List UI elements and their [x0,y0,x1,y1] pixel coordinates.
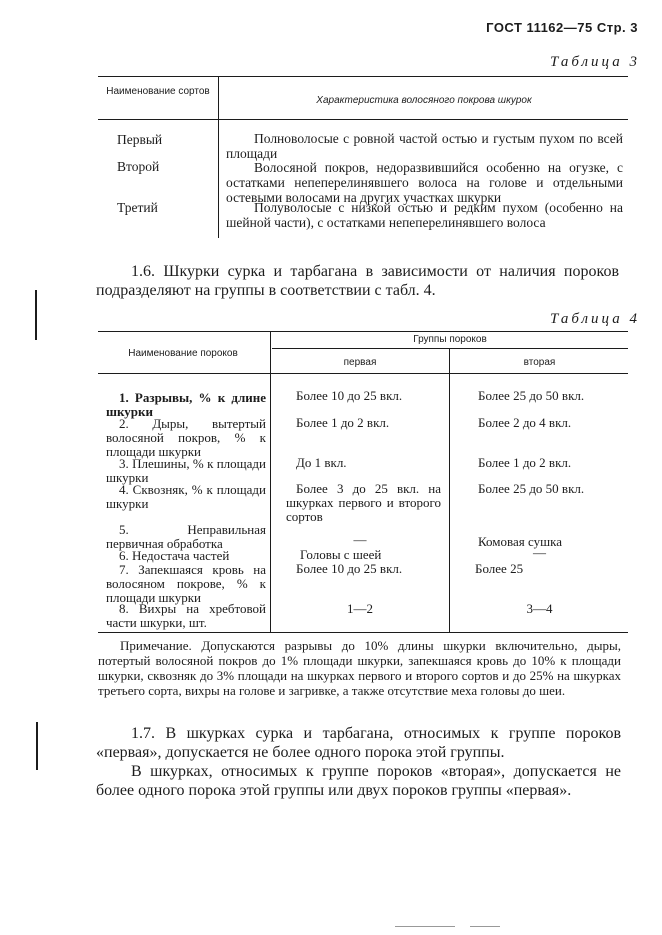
scan-artifact [470,926,500,927]
table4-column-rule [270,331,271,632]
paragraph-1-6: 1.6. Шкурки сурка и тарбагана в зависимости от наличия пороков подразделяют на группы в соответствии с табл. 4. [96,263,619,299]
table4-sub2-header: вторая [523,357,556,368]
table4-sub1-header: первая [343,357,377,368]
table4-bottom-rule [98,632,628,633]
table4-header-rule [98,373,628,374]
table4-row3-g2: Более 1 до 2 вкл. [478,455,572,470]
table4-group-header: Группы пороков [413,334,487,345]
table3-header-rule [98,119,628,120]
table4-row6-g1: Головы с шеей [300,547,382,562]
table3-col1-header: Наименование сортов [106,86,210,97]
margin-mark [36,722,38,770]
table4-row2-g2: Более 2 до 4 вкл. [478,415,572,430]
table4-row3-g1: До 1 вкл. [296,455,347,470]
table4-row1-g1: Более 10 до 25 вкл. [296,388,403,403]
table3-text-2: Волосяной покров, недоразвившийся особенно на огузке, с остатками непеперелинявшего волоса на голове и отдельными остевыми волосами на других участках шкурки [226,160,623,205]
table4-row8-g2: 3—4 [526,601,553,616]
table4-row2-g1: Более 1 до 2 вкл. [296,415,390,430]
table4-row4-g2: Более 25 до 50 вкл. [478,481,585,496]
page-header: ГОСТ 11162—75 Стр. 3 [486,20,638,35]
table4-row6-g2: — [533,545,546,560]
table3-column-rule [218,76,219,238]
table4-row5-g1: — [353,532,367,547]
table4-row8-name: 8. Вихры на хребтовой части шкурки, шт. [106,601,266,630]
table3-sort-2: Второй [117,159,160,174]
table4-row7-name: 7. Запекшаяся кровь на волосяном покрове, % к площади шкурки [106,562,266,605]
table4-row3-name: 3. Плешины, % к площади шкурки [106,456,266,485]
table3-text-1: Полноволосые с ровной частой остью и густым пухом по всей площади [226,131,623,161]
table4-col1-header: Наименование пороков [128,348,238,359]
paragraph-1-7b: В шкурках, относимых к группе пороков «вторая», допускается не более одного порока этой группы или двух пороков группы «первая». [96,763,621,799]
table4-row1-name: 1. Разрывы, % к длине шкурки [106,390,266,419]
table4-row6-name: 6. Недостача частей [119,548,230,563]
table3-col2-header: Характеристика волосяного покрова шкурок [316,95,532,106]
table4-top-rule [98,331,628,332]
table4-note: Примечание. Допускаются разрывы до 10% длины шкурки включительно, дыры, потертый волосяной покров до 1% площади шкурки, запекшаяся кровь до 10% к площади шкурки, сквозняк до 3% площади на шкурках первого и второго сортов и до 25% на шкурках третьего сорта, вихры на голове и загривке, а также отсутствие меха головы до шеи. [98,638,621,698]
table4-column-rule-2 [449,349,450,632]
margin-mark [35,290,37,340]
table3-text-3: Полуволосые с низкой остью и редким пухом (особенно на шейной части), с остатками непеперелинявшего волоса [226,200,623,230]
table4-caption: Таблица 4 [550,311,640,327]
table4-row8-g1: 1—2 [347,601,373,616]
table3-sort-1: Первый [117,132,163,147]
table4-row5-name: 5. Неправильная первичная обработка [106,522,266,551]
table3-caption: Таблица 3 [550,54,640,70]
paragraph-1-7: 1.7. В шкурках сурка и тарбагана, относимых к группе пороков «первая», допускается не более одного порока этой группы. [96,725,621,761]
table4-row4-g1: Более 3 до 25 вкл. на шкурках первого и второго сортов [286,481,441,524]
table4-row2-name: 2. Дыры, вытертый волосяной покров, % к площади шкурки [106,416,266,459]
table4-row7-g1: Более 10 до 25 вкл. [296,561,403,576]
table3-top-rule [98,76,628,77]
scan-artifact [395,926,455,927]
table4-row7-g2: Более 25 [475,561,524,576]
table4-row4-name: 4. Сквозняк, % к площади шкурки [106,482,266,511]
table4-group-rule [272,348,628,349]
table4-row1-g2: Более 25 до 50 вкл. [478,388,585,403]
table3-sort-3: Третий [117,200,158,215]
table4-row5-g2: Комовая сушка [478,534,562,549]
